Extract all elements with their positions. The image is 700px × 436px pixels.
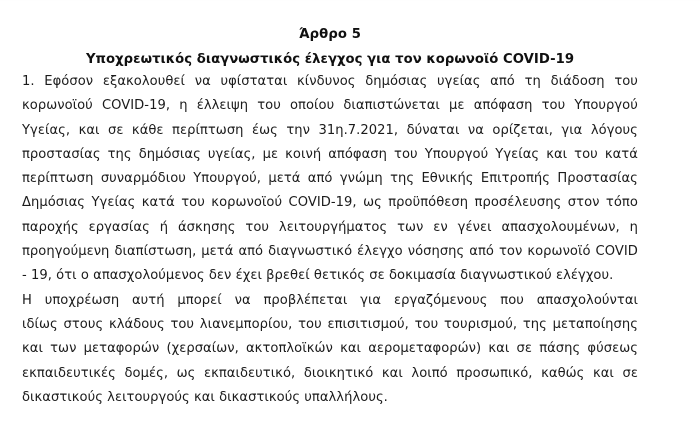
line-word: Προστασίας: [557, 171, 638, 187]
line-word: παροχής: [22, 219, 79, 235]
line-word: Υγείας: [495, 146, 540, 162]
line-word: από: [490, 74, 515, 89]
line-word: σε: [516, 341, 532, 357]
line-word: περίπτωση: [172, 122, 244, 138]
line-word: ως: [363, 195, 382, 211]
line-word: εργαζόμενους: [393, 292, 488, 308]
line-word: και: [22, 341, 43, 357]
line-word: ως: [176, 365, 196, 381]
line-word: στον: [567, 195, 600, 211]
document-line: [22, 167, 638, 191]
line-word: προηγούμενη: [22, 244, 110, 260]
line-word: προσέλευσης: [474, 195, 562, 211]
line-word: προσωπικό,: [456, 365, 533, 381]
line-word: Υπουργού,: [193, 171, 261, 187]
line-word: δημόσιας: [365, 74, 428, 89]
line-word: Εφόσον: [44, 74, 94, 89]
line-word: κατά: [141, 195, 175, 211]
line-word: να: [194, 74, 211, 89]
line-word: του: [257, 98, 281, 114]
document-line: [22, 70, 638, 94]
document-line: [22, 191, 638, 215]
line-word: την: [286, 122, 310, 138]
line-word: αερομεταφορών): [368, 341, 482, 357]
line-word: του: [245, 219, 270, 235]
document-line: [22, 240, 638, 264]
line-word: μετά: [201, 244, 234, 260]
line-word: του: [181, 195, 205, 211]
line-word: κορωνοϊού: [22, 98, 93, 114]
line-word: (χερσαίων,: [166, 341, 239, 357]
line-word: έλεγχο: [357, 244, 403, 260]
line-word: δομές,: [124, 365, 169, 381]
line-word: για: [561, 122, 583, 138]
line-word: Υγείας,: [22, 122, 71, 138]
document-line: [22, 362, 638, 386]
line-word: απόφαση: [328, 146, 387, 162]
line-word: φύσεως: [587, 341, 638, 357]
line-word: εκπαιδευτικό,: [203, 365, 296, 381]
line-word: από: [469, 244, 494, 260]
line-word: της: [522, 316, 547, 332]
line-word: γένει: [457, 219, 492, 235]
line-word: Επιτροπής: [480, 171, 550, 187]
line-word: περίπτωση: [22, 171, 94, 187]
line-word: του: [414, 316, 439, 332]
line-word: των: [397, 219, 424, 235]
line-word: λοιπό: [411, 365, 448, 381]
line-word: τουρισμού,: [443, 316, 518, 332]
line-word: COVID-19,: [101, 98, 171, 114]
line-word: του: [298, 316, 322, 332]
document-line: [22, 289, 638, 313]
line-word: σε: [107, 122, 124, 138]
line-word: Η: [22, 292, 32, 308]
article-subtitle: Υποχρεωτικός διαγνωστικός έλεγχος για τον κορωνοϊό COVID-19: [85, 51, 575, 67]
line-word: της: [107, 146, 132, 162]
line-word: Δημόσιας: [22, 195, 86, 211]
line-word: του: [614, 74, 638, 89]
line-word: και: [381, 365, 403, 381]
line-word: διοικητικό: [303, 365, 374, 381]
line-word: και: [488, 341, 510, 357]
line-word: έως: [251, 122, 278, 138]
line-word: COVID-19,: [288, 195, 357, 211]
line-word: του: [394, 146, 418, 162]
line-word: δύναται: [406, 122, 460, 138]
document-body: [22, 70, 638, 410]
line-word: υγείας: [437, 74, 481, 89]
line-word: ορίζεται,: [492, 122, 553, 138]
line-word: Υγείας: [91, 195, 136, 211]
line-word: Υπουργού: [574, 98, 638, 114]
line-word: καθώς: [541, 365, 585, 381]
line-word: συναρμόδιου: [100, 171, 186, 187]
line-word: με: [262, 146, 279, 162]
line-word: και: [546, 146, 568, 162]
line-word: τη: [524, 74, 541, 89]
line-word: του: [170, 316, 195, 332]
line-word: μεταποίησης: [552, 316, 638, 332]
line-word: για: [360, 292, 382, 308]
line-word: Υπουργού: [424, 146, 489, 162]
line-word: η: [179, 98, 188, 114]
document-line: δικαστικούς λειτουργούς και δικαστικούς υπαλλήλους.: [22, 389, 388, 405]
line-word: εξακολουθεί: [102, 74, 186, 89]
line-word: 1.: [22, 74, 35, 89]
line-word: σε: [622, 365, 638, 381]
line-word: του: [541, 98, 566, 114]
document-line: - 19, ότι ο απασχολούμενος δεν έχει βρεθεί θετικός σε δοκιμασία διαγνωστικού ελέγχου.: [22, 268, 614, 284]
line-word: με: [449, 98, 465, 114]
line-word: κλάδους: [108, 316, 165, 332]
line-word: διάδοση: [550, 74, 605, 89]
line-word: λιανεμπορίου,: [199, 316, 293, 332]
line-word: άσκησης: [177, 219, 236, 235]
document-line: [22, 216, 638, 240]
line-word: μπορεί: [177, 292, 222, 308]
line-word: δημόσιας: [138, 146, 201, 162]
line-word: της: [390, 171, 415, 187]
line-word: νόσησης: [407, 244, 465, 260]
line-word: γνώμη: [339, 171, 383, 187]
line-word: λόγους: [590, 122, 638, 138]
line-word: επισιτισμού,: [327, 316, 409, 332]
line-word: διαπιστώνεται: [343, 98, 440, 114]
line-word: απόφαση: [473, 98, 533, 114]
line-word: υφίσταται: [220, 74, 288, 89]
line-word: κορωνοϊού: [211, 195, 283, 211]
line-word: τον: [498, 244, 523, 260]
line-word: του: [574, 146, 598, 162]
line-word: προϋπόθεση: [388, 195, 469, 211]
line-word: προστασίας: [22, 146, 101, 162]
document-line: [22, 94, 638, 118]
line-word: Εθνικής: [421, 171, 474, 187]
line-word: που: [500, 292, 524, 308]
line-word: τόπο: [605, 195, 638, 211]
line-word: διαγνωστικό: [268, 244, 353, 260]
line-word: και: [340, 341, 361, 357]
line-word: οποίου: [289, 98, 335, 114]
line-word: απασχολούνται: [536, 292, 638, 308]
line-word: κοινή: [285, 146, 322, 162]
line-word: COVID: [595, 244, 638, 260]
line-word: κάθε: [131, 122, 164, 138]
document-line: [22, 337, 638, 361]
line-word: η: [629, 219, 638, 235]
line-word: εν: [433, 219, 448, 235]
line-word: να: [467, 122, 484, 138]
line-word: ή: [159, 219, 169, 235]
line-word: εργασίας: [88, 219, 150, 235]
line-word: και: [592, 365, 614, 381]
line-word: και: [78, 122, 100, 138]
line-word: εκπαιδευτικές: [22, 365, 116, 381]
line-word: ακτοπλοϊκών: [246, 341, 333, 357]
line-word: απασχολουμένων,: [501, 219, 620, 235]
line-word: 31η.7.2021,: [318, 122, 399, 138]
line-word: να: [234, 292, 251, 308]
line-word: έλλειψη: [196, 98, 249, 114]
document-line: [22, 313, 638, 337]
line-word: μεταφορών: [83, 341, 160, 357]
line-word: υγείας,: [207, 146, 256, 162]
line-word: στους: [63, 316, 104, 332]
line-word: υποχρέωση: [44, 292, 120, 308]
line-word: μετά: [268, 171, 301, 187]
line-word: προβλέπεται: [263, 292, 348, 308]
line-word: λειτουργήματος: [278, 219, 388, 235]
document-line: [22, 119, 638, 143]
line-word: από: [307, 171, 333, 187]
article-title: Άρθρο 5: [299, 26, 361, 42]
line-word: κατά: [604, 146, 638, 162]
line-word: αυτή: [132, 292, 165, 308]
document-line: [22, 143, 638, 167]
line-word: πάσης: [539, 341, 581, 357]
line-word: από: [238, 244, 264, 260]
line-word: κίνδυνος: [297, 74, 356, 89]
line-word: των: [50, 341, 77, 357]
line-word: κορωνοϊό: [527, 244, 591, 260]
line-word: διαπίστωση,: [114, 244, 197, 260]
line-word: ιδίως: [22, 316, 58, 332]
